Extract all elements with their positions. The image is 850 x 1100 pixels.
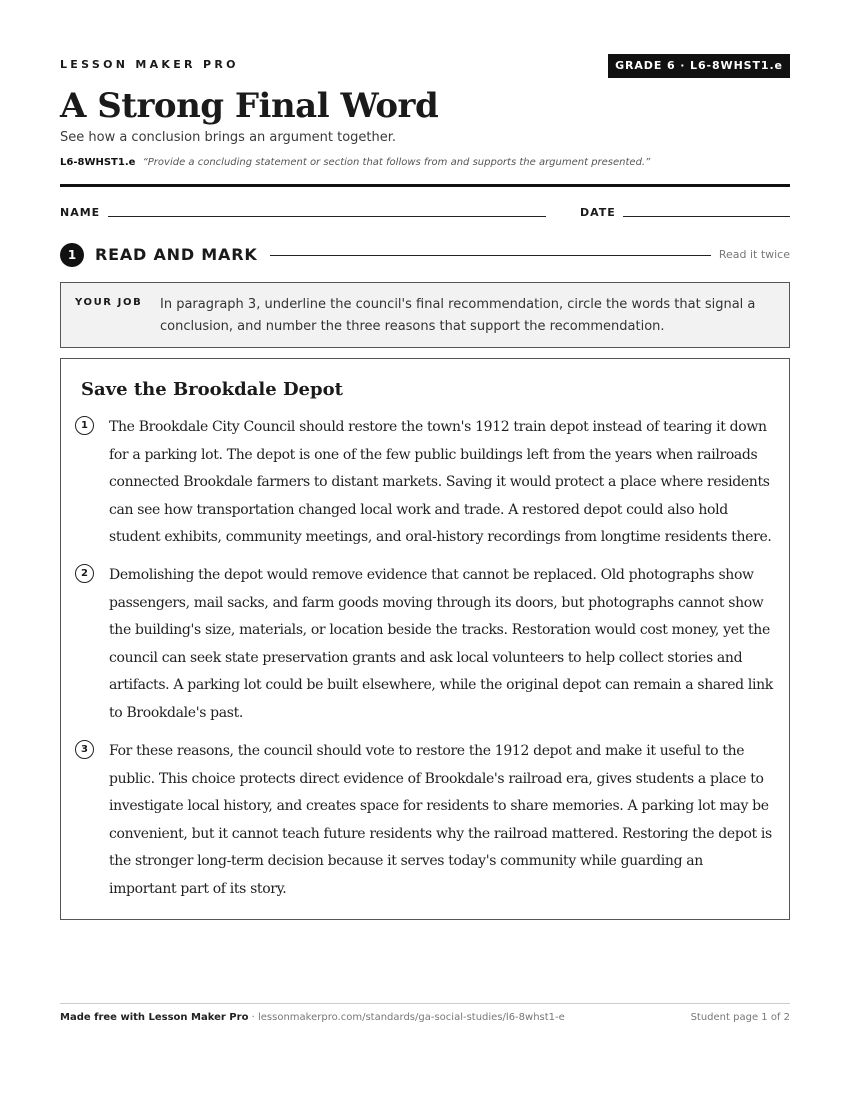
name-field[interactable] [108,216,546,217]
paragraph-number: 1 [75,416,94,435]
paragraph-number: 3 [75,740,94,759]
job-box [60,282,790,348]
standard-code: L6-8WHST1.e [60,157,136,168]
worksheet-title: A Strong Final Word [60,86,439,126]
date-field[interactable] [623,216,790,217]
passage-box [60,358,790,920]
name-label: NAME [60,206,101,219]
paragraph-text: For these reasons, the council should vote to restore the 1912 depot and make it useful to the public. This choice protects direct evidence of Brookdale's railroad era, gives students a place to investigate local history, and creates space for residents to share memories. A parking lot may be convenient, but it cannot teach future residents why the railroad mattered. Restoring the depot is the stronger long-term decision because it serves today's community while guarding an important part of its story. [109,743,772,897]
footer-page-number: Student page 1 of 2 [690,1012,790,1023]
footer-rule [60,1003,790,1004]
brand-name: LESSON MAKER PRO [60,58,239,71]
section-number: 1 [60,243,84,267]
footer-url[interactable]: lessonmakerpro.com/standards/ga-social-studies/l6-8whst1-e [257,1012,565,1023]
passage-title: Save the Brookdale Depot [81,379,343,400]
paragraph-text: The Brookdale City Council should restore the town's 1912 train depot instead of tearing it down for a parking lot. The depot is one of the few public buildings left from the years when railroads connected Brookdale farmers to distant markets. Saving it would protect a place where residents can see how transportation changed local work and trade. A restored depot could also hold student exhibits, community meetings, and oral-history recordings from longtime residents there. [109,419,772,545]
job-label: YOUR JOB [75,297,143,308]
paragraph-text: Demolishing the depot would remove evidence that cannot be replaced. Old photographs show passengers, mail sacks, and farm goods moving through its doors, but photographs cannot show the building's size, materials, or location beside the tracks. Restoration would cost money, yet the council can seek state preservation grants and ask local volunteers to help collect stories and artifacts. A parking lot could be built elsewhere, while the original depot can remain a shared link to Brookdale's past. [109,567,773,721]
job-instructions: In paragraph 3, underline the council's final recommendation, circle the words that signal a conclusion, and number the three reasons that support the recommendation. [160,297,756,334]
section-note: Read it twice [718,248,790,261]
grade-badge: GRADE 6 · L6-8WHST1.e [608,54,790,78]
footer-separator: · [248,1012,258,1023]
standard-text: “Provide a concluding statement or section that follows from and supports the argument presented.” [142,157,651,168]
footer-made-with: Made free with Lesson Maker Pro [60,1012,249,1023]
header-rule [60,184,790,187]
paragraph-number: 2 [75,564,94,583]
date-label: DATE [580,206,616,219]
section-title: READ AND MARK [95,245,258,264]
section-rule [270,255,711,256]
worksheet-subtitle: See how a conclusion brings an argument together. [60,130,397,145]
footer-credit [60,1012,565,1023]
standard-line [60,157,800,168]
